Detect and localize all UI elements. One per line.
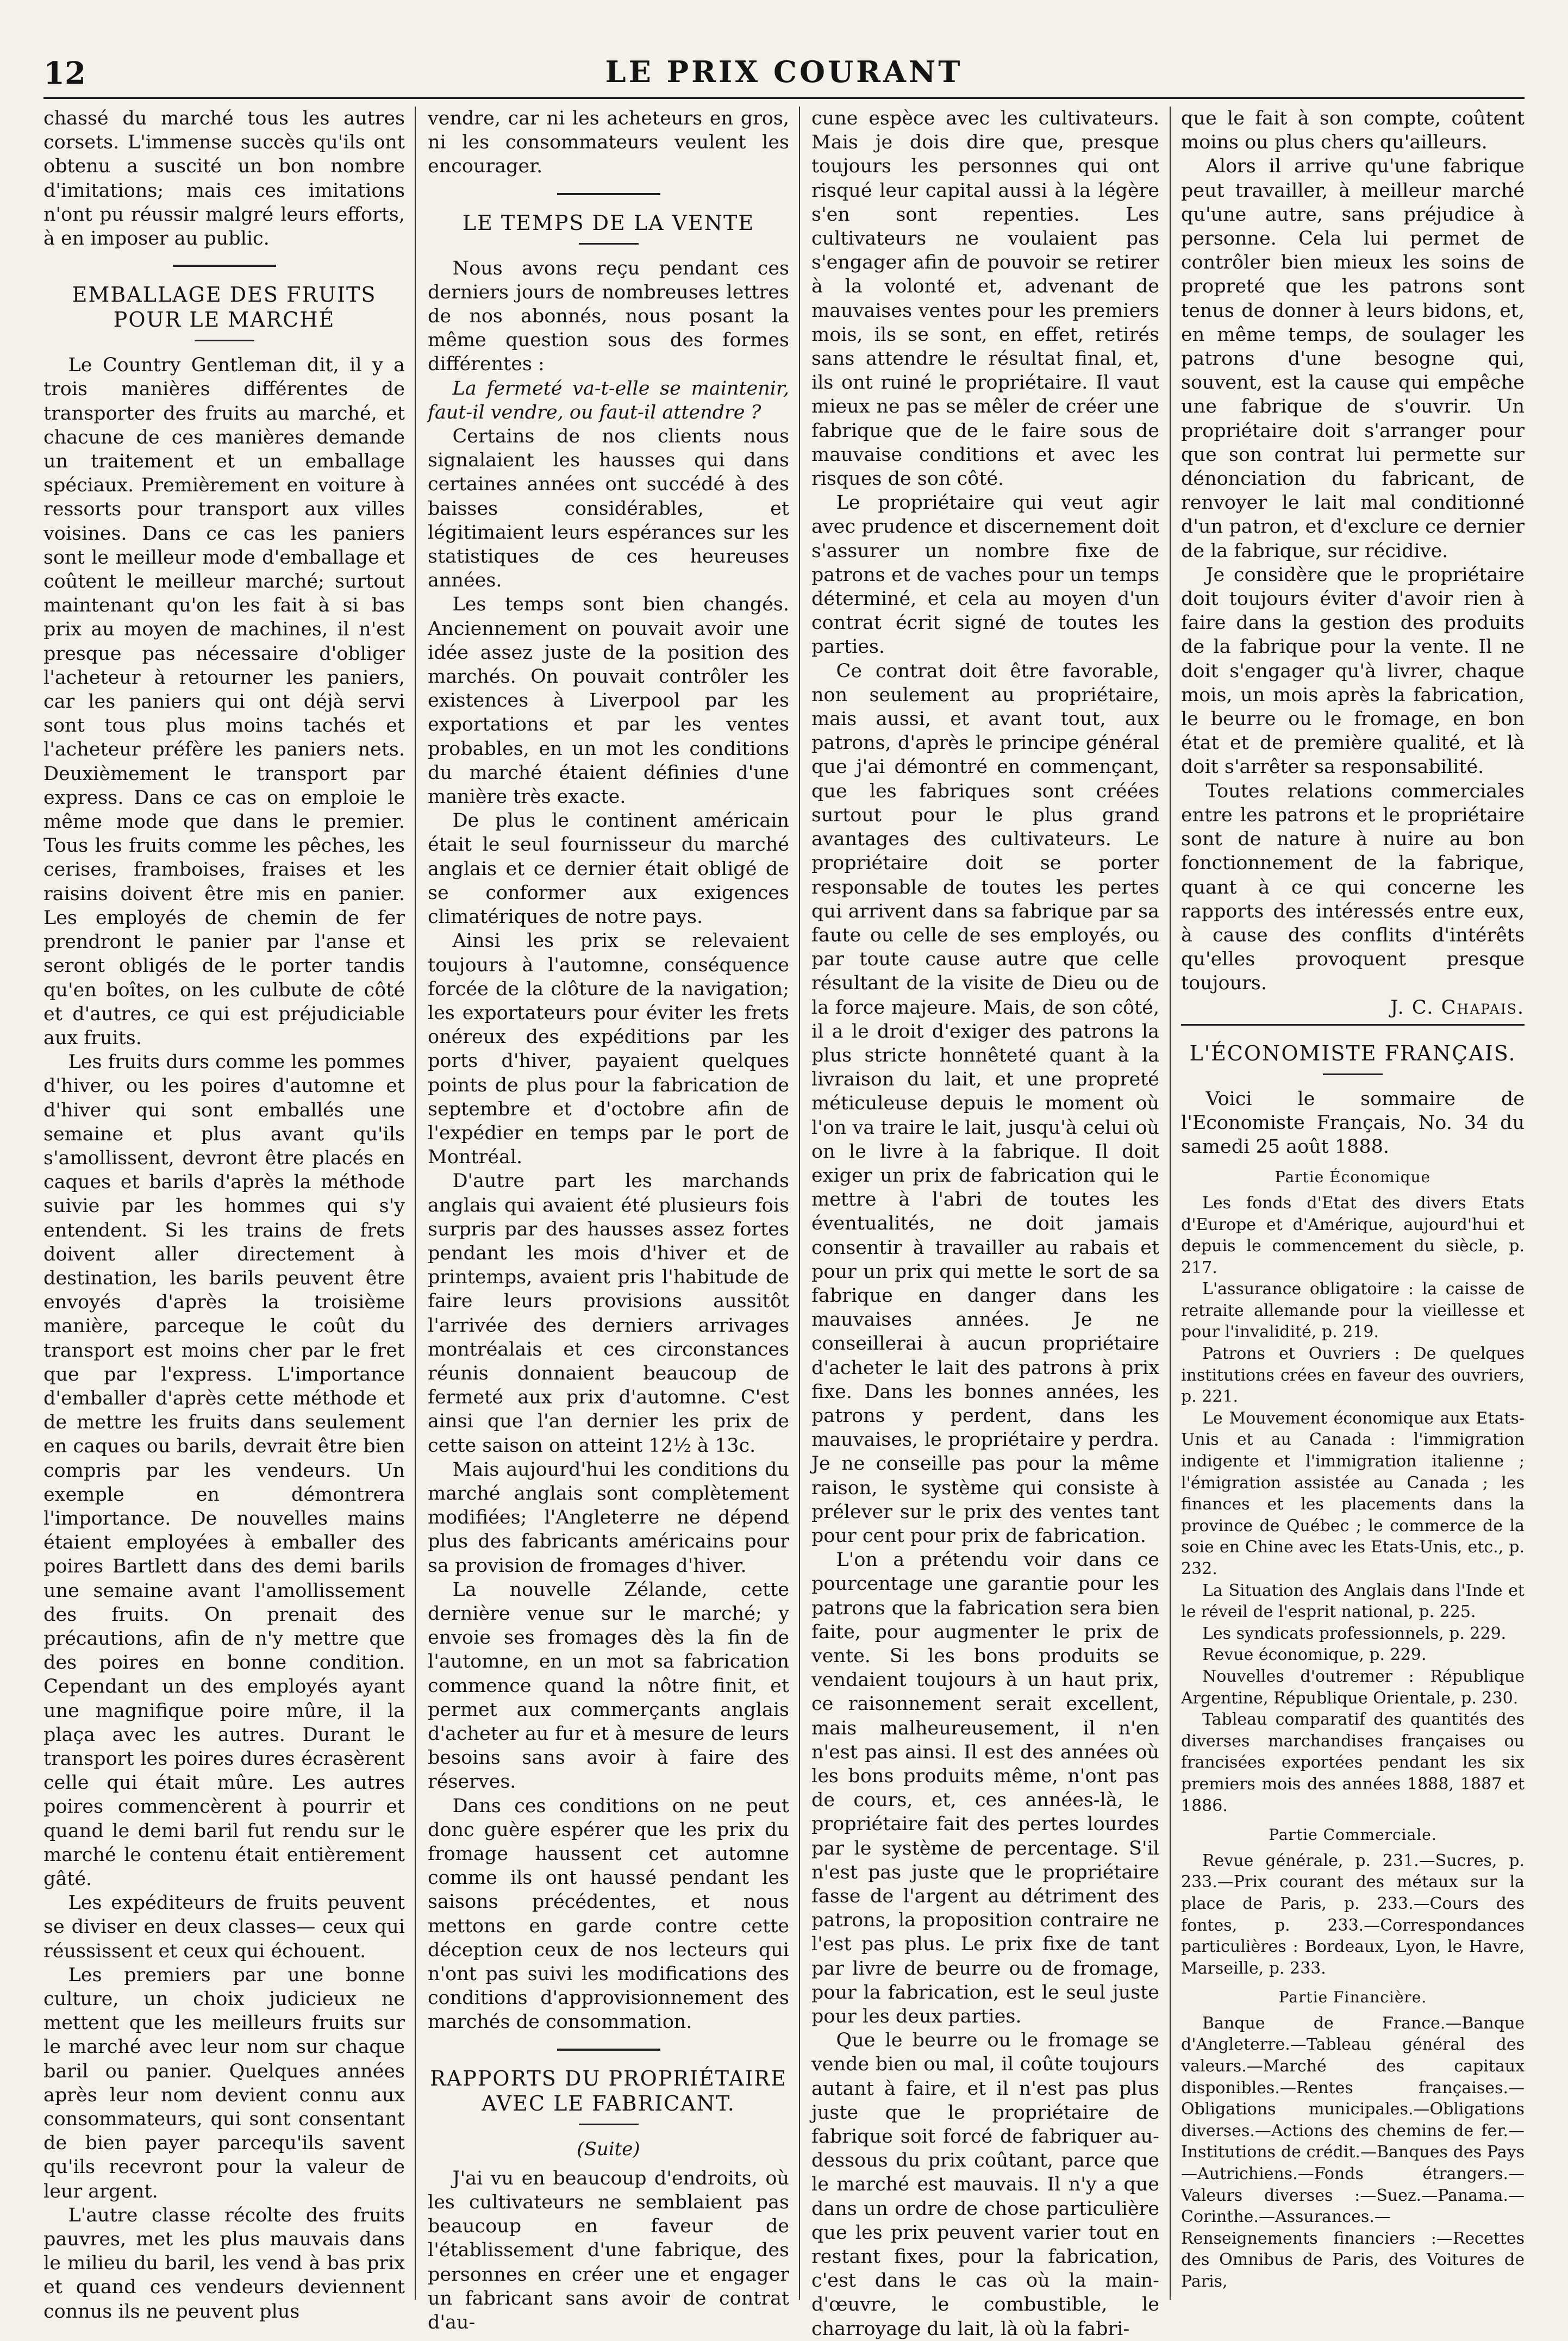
list-item: Banque de France.—Banque d'Angleterre.—Tableau général des valeurs.—Marché des capitaux disponibles.—Rentes françaises.—Obligations municipales.—Obligations diverses.—Actions des chemins de fer.—Institutions de crédit.—Banques des Pays—Autrichiens.—Fonds étrangers.—Valeurs diverses :—Suez.—Panama.—Corinthe.—Assurances.—Renseignements financiers :—Recettes des Omnibus de Paris, des Voitures de Paris, [1181, 2013, 1525, 2292]
title-underline [195, 340, 254, 341]
paragraph: Dans ces conditions on ne peut donc guère espérer que les prix du fromage haussent cet automne comme ils ont haussé pendant les saisons précédentes, et nous mettons en garde contre cette déception ceux de nos lecteurs qui n'ont pas suivi les modifications des conditions d'approvisionnement des marchés de consommation. [428, 1795, 789, 2033]
title-underline [1323, 1073, 1383, 1075]
paragraph: J'ai vu en beaucoup d'endroits, où les cultivateurs ne semblaient pas beaucoup en faveur de l'établissement d'une fabrique, des personnes en créer une et engager un fabricant sans avoir de contrat d'au- [428, 2167, 789, 2334]
section-heading: Partie Financière. [1278, 1988, 1427, 2007]
paragraph: Les temps sont bien changés. Anciennement on pouvait avoir une idée assez juste de la position des marchés. On pouvait contrôler les existences à Liverpool par les exportations et par les ventes probables, en un mot les conditions du marché étaient définies d'une manière très exacte. [428, 594, 789, 808]
page-number: 12 [43, 55, 86, 91]
signature: J. C. Chapais. [1390, 996, 1525, 1019]
paragraph: L'autre classe récolte des fruits pauvres, met les plus mauvais dans le milieu du baril, les vend à bas prix et quand ces vendeurs deviennent connus ils ne peuvent plus [43, 2204, 405, 2323]
paragraph: Les fruits durs comme les pommes d'hiver, ou les poires d'automne et d'hiver qui sont emballés une semaine et plus avant qu'ils s'amollissent, devront être placés en caques et barils d'après la méthode suivie par les hommes qui s'y entendent. Si les trains de frets doivent aller directement à destination, les barils peuvent être envoyés d'après la troisième manière, parceque le coût du transport est moins cher par le fret que par l'express. L'importance d'emballer d'après cette méthode et de mettre les fruits dans seulement en caques ou barils, devrait être bien compris par les vendeurs. Un exemple en démontrera l'importance. De nouvelles mains étaient employées à emballer des poires Bartlett dans des demi barils une semaine avant l'amollissement des fruits. On prenait des précautions, afin de n'y mettre que des poires en bonne condition. Cependant un des employés ayant une magnifique poire mûre, il la plaça avec les autres. Durant le transport les poires dures écrasèrent celle qui était mûre. Les autres poires commencèrent à pourrir et quand le demi baril fut rendu sur le marché le contenu était entièrement gâté. [43, 1051, 405, 1890]
paragraph: L'on a prétendu voir dans ce pourcentage une garantie pour les patrons que la fabrication sera bien faite, pour augmenter le prix de vente. Si les bons produits se vendaient toujours à un haut prix, ce raisonnement serait excellent, mais malheureusement, il n'en n'est pas ainsi. Il est des années où les bons produits même, n'ont pas de cours, et, ces années-là, le propriétaire fait des pertes lourdes par le système de percentage. S'il n'est pas juste que le propriétaire fasse de l'argent au détriment des patrons, la proposition contraire ne l'est pas plus. Le prix fixe de tant par livre de beurre ou de fromage, pour la fabrication, est le seul juste pour les deux parties. [811, 1549, 1159, 2028]
paragraph: La fermeté va-t-elle se maintenir, faut-il vendre, ou faut-il attendre ? [428, 377, 789, 423]
article-title: L'ÉCONOMISTE FRANÇAIS. [1189, 1041, 1516, 1065]
paragraph: Alors il arrive qu'une fabrique peut travailler, à meilleur marché qu'une autre, sans préjudice à personne. Cela lui permet de contrôler bien mieux les soins de propreté que les patrons sont tenus de donner à leurs bidons, et, en même temps, de soulager les patrons d'une besogne qui, souvent, est la cause qui empêche une fabrique de s'ouvrir. Un propriétaire doit s'arranger pour que son contrat lui permette sur dénonciation du fabricant, de renvoyer le lait mal conditionné d'un patron, et d'exclure ce dernier de la fabrique, sur récidive. [1181, 155, 1525, 562]
list-item: Nouvelles d'outremer : République Argentine, République Orientale, p. 230. [1181, 1666, 1525, 1708]
list-item: Les fonds d'Etat des divers Etats d'Europe et d'Amérique, aujourd'hui et depuis le commencement du siècle, p. 217. [1181, 1193, 1525, 1277]
article-title: EMBALLAGE DES FRUITS POUR LE MARCHÉ [72, 283, 377, 332]
column-1 [43, 107, 405, 2323]
list-item: Le Mouvement économique aux Etats-Unis et au Canada : l'immigration indigente et l'immigration italienne ; l'émigration assistée au Canada ; les finances et les placements dans la province de Québec ; le commerce de la soie en Chine avec les Etats-Unis, etc., p. 232. [1181, 1408, 1525, 1579]
column-3 [811, 107, 1159, 2340]
section-separator [173, 265, 276, 267]
paragraph: Que le beurre ou le fromage se vende bien ou mal, il coûte toujours autant à faire, et il n'est pas plus juste que le propriétaire de fabrique soit forcé de fabriquer au-dessous du prix coûtant, parce que le marché est mauvais. Il n'y a que dans un ordre de chose particulière que les prix peuvent varier tout en restant fixes, pour la fabrication, c'est dans le cas où la main-d'œuvre, le combustible, le charroyage du lait, là où la fabri- [811, 2030, 1159, 2340]
paragraph: Les expéditeurs de fruits peuvent se diviser en deux classes— ceux qui réussissent et ceux qui échouent. [43, 1892, 405, 1962]
paragraph: De plus le continent américain était le seul fournisseur du marché anglais et ce dernier était obligé de se conformer aux exigences climatériques de notre pays. [428, 810, 789, 928]
paragraph: D'autre part les marchands anglais qui avaient été plusieurs fois surpris par des hausses assez fortes pendant les mois d'hiver et de printemps, avaient pris l'habitude de faire leurs provisions aussitôt l'arrivée des derniers arrivages montréalais et ces circonstances réunis donnaient beaucoup de fermeté aux prix d'automne. C'est ainsi que l'an dernier les prix de cette saison on atteint 12½ à 13c. [428, 1170, 789, 1457]
section-heading: Partie Économique [1275, 1168, 1431, 1187]
list-item: La Situation des Anglais dans l'Inde et le réveil de l'esprit national, p. 225. [1181, 1581, 1525, 1622]
list-item: Tableau comparatif des quantités des diverses marchandises françaises ou francisées exportées pendant les six premiers mois des années 1888, 1887 et 1886. [1181, 1710, 1525, 1815]
paragraph: vendre, car ni les acheteurs en gros, ni les consommateurs veulent les encourager. [428, 108, 789, 178]
paragraph: Certains de nos clients nous signalaient les hausses qui dans certaines années ont succédé à des baisses considérables, et légitimaient leurs espérances sur les statistiques de ces heureuses années. [428, 426, 789, 592]
paragraph: Voici le sommaire de l'Economiste Français, No. 34 du samedi 25 août 1888. [1181, 1088, 1525, 1158]
column-rule [415, 107, 416, 2300]
article-title: RAPPORTS DU PROPRIÉTAIRE AVEC LE FABRICANT. [430, 2066, 787, 2115]
paragraph: Ce contrat doit être favorable, non seulement au propriétaire, mais aussi, et avant tout, aux patrons, d'après le principe général que j'ai démontré en commençant, que les fabriques sont créées surtout pour le plus grand avantages des cultivateurs. Le propriétaire doit se porter responsable de toutes les pertes qui arrivent dans sa fabrique par sa faute ou celle de ses employés, ou par toute cause autre que celle résultant de la visite de Dieu ou de la force majeure. Mais, de son côté, il a le droit d'exiger des patrons la plus stricte honnêteté quant à la livraison du lait, et une propreté méticuleuse depuis le moment où l'on va traire le lait, jusqu'à celui où on le livre à la fabrique. Il doit exiger un prix de fabrication qui le mettre à l'abri de toutes les éventualités, ne doit jamais consentir à travailler au rabais et pour un prix qui mette le sort de sa fabrique en danger dans les mauvaises années. Je ne conseillerai à aucun propriétaire d'acheter le lait des patrons à prix fixe. Dans les bonnes années, les patrons y perdent, dans les mauvaises, le propriétaire y perdra. Je ne conseille pas pour la même raison, le système qui consiste à prélever sur le prix des ventes tant pour cent pour prix de fabrication. [811, 660, 1159, 1547]
paragraph: que le fait à son compte, coûtent moins ou plus chers qu'ailleurs. [1181, 108, 1525, 154]
article-subtitle: (Suite) [577, 2138, 640, 2160]
article-title: LE TEMPS DE LA VENTE [462, 210, 755, 235]
column-4 [1181, 107, 1525, 2300]
paragraph: La nouvelle Zélande, cette dernière venue sur le marché; y envoie ses fromages dès la fin de l'automne, en un mot sa fabrication commence quand la nôtre finit, et permet aux commerçants anglais d'acheter au fur et à mesure de leurs besoins sans avoir à faire des réserves. [428, 1578, 789, 1793]
title-underline [579, 2124, 639, 2125]
page-header [43, 48, 1525, 99]
list-item: Revue générale, p. 231.—Sucres, p. 233.—Prix courant des métaux sur la place de Paris, p. 233.—Cours des fontes, p. 233.—Correspondances particulières : Bordeaux, Lyon, le Havre, Marseille, p. 233. [1181, 1851, 1525, 1978]
list-item: Patrons et Ouvriers : De quelques institutions crées en faveur des ouvriers, p. 221. [1181, 1344, 1525, 1407]
paragraph: Ainsi les prix se relevaient toujours à l'automne, conséquence forcée de la clôture de la navigation; les exportateurs pour éviter les frets onéreux des expéditions par les ports d'hiver, payaient quelques points de plus pour la fabrication de septembre et d'octobre afin de l'expédier en temps par le port de Montréal. [428, 930, 789, 1169]
paragraph: Je considère que le propriétaire doit toujours éviter d'avoir rien à faire dans la gestion des produits de la fabrique pour la vente. Il ne doit s'engager qu'à livrer, chaque mois, un mois après la fabrication, le beurre ou le fromage, en bon état et de première qualité, et là doit s'arrêter sa responsabilité. [1181, 564, 1525, 778]
column-2 [428, 107, 789, 2334]
section-separator [557, 2049, 660, 2051]
paragraph: cune espèce avec les cultivateurs. Mais je dois dire que, presque toujours les personnes qui ont risqué leur capital aussi à la légère s'en sont repenties. Les cultivateurs ne voulaient pas s'engager afin de pouvoir se retirer à la volonté et, advenant de mauvaises ventes pour les premiers mois, ils se sont, en effet, retirés sans attendre le résultat final, et, ils ont ruiné le propriétaire. Il vaut mieux ne pas se mêler de créer une fabrique que de le faire sous de mauvaise conditions et avec les risques de son côté. [811, 108, 1159, 490]
paragraph: Mais aujourd'hui les conditions du marché anglais sont complètement modifiées; l'Angleterre ne dépend plus des fabricants américains pour sa provision de fromages d'hiver. [428, 1458, 789, 1577]
column-rule [799, 107, 800, 2300]
section-heading: Partie Commerciale. [1269, 1826, 1437, 1844]
paragraph: chassé du marché tous les autres corsets. L'immense succès qu'ils ont obtenu a suscité un bon nombre d'imitations; mais ces imitations n'ont pu réussir malgré leurs efforts, à en imposer au public. [43, 108, 405, 250]
section-separator [557, 193, 660, 195]
list-item: Les syndicats professionnels, p. 229. [1202, 1624, 1507, 1643]
paragraph: Toutes relations commerciales entre les patrons et le propriétaire sont de nature à nuire au bon fonctionnement de la fabrique, quant à ce qui concerne les rapports des intéressés entre eux, à cause des conflits d'intérêts qu'elles provoquent presque toujours. [1181, 780, 1525, 995]
paragraph: Le Country Gentleman dit, il y a trois manières différentes de transporter des fruits au marché, et chacune de ces manières demande un traitement et un emballage spéciaux. Premièrement en voiture à ressorts pour transport aux villes voisines. Dans ce cas les paniers sont le meilleur mode d'emballage et coûtent le meilleur marché; surtout maintenant qu'on les fait à si bas prix au moyen de machines, il n'est presque pas nécessaire d'obliger l'acheteur à retourner les paniers, car les paniers qui ont déjà servi sont tous plus moins tachés et l'acheteur préfère les paniers nets. Deuxièmement le transport par express. Dans ce cas on emploie le même mode que dans le premier. Tous les fruits comme les pêches, les cerises, framboises, fraises et les raisins doivent être mis en panier. Les employés de chemin de fer prendront le panier par l'anse et seront obligés de le porter tandis qu'en boîtes, on les culbute de côté et d'autres, ce qui est préjudiciable aux fruits. [43, 354, 405, 1049]
column-rule [1170, 107, 1171, 2300]
list-item: L'assurance obligatoire : la caisse de retraite allemande pour la vieillesse et pour l'invalidité, p. 219. [1181, 1279, 1525, 1342]
paragraph: Nous avons reçu pendant ces derniers jours de nombreuses lettres de nos abonnés, nous posant la même question sous des formes différentes : [428, 257, 789, 376]
paragraph: Les premiers par une bonne culture, un choix judicieux ne mettent que les meilleurs fruits sur le marché avec leur nom sur chaque baril ou panier. Quelques années après leur nom devient connu aux consommateurs, qui sont consentant de bien payer parcequ'ils savent qu'ils recevront pour la valeur de leur argent. [43, 1964, 405, 2202]
section-separator [1181, 1024, 1525, 1026]
journal-title: LE PRIX COURANT [605, 54, 963, 89]
paragraph: Le propriétaire qui veut agir avec prudence et discernement doit s'assurer un nombre fixe de patrons et de vaches pour un temps déterminé, et cela au moyen d'un contrat écrit signé de toutes les parties. [811, 492, 1159, 658]
list-item: Revue économique, p. 229. [1202, 1645, 1427, 1665]
title-underline [579, 243, 639, 245]
summary-list [1181, 1166, 1525, 2292]
